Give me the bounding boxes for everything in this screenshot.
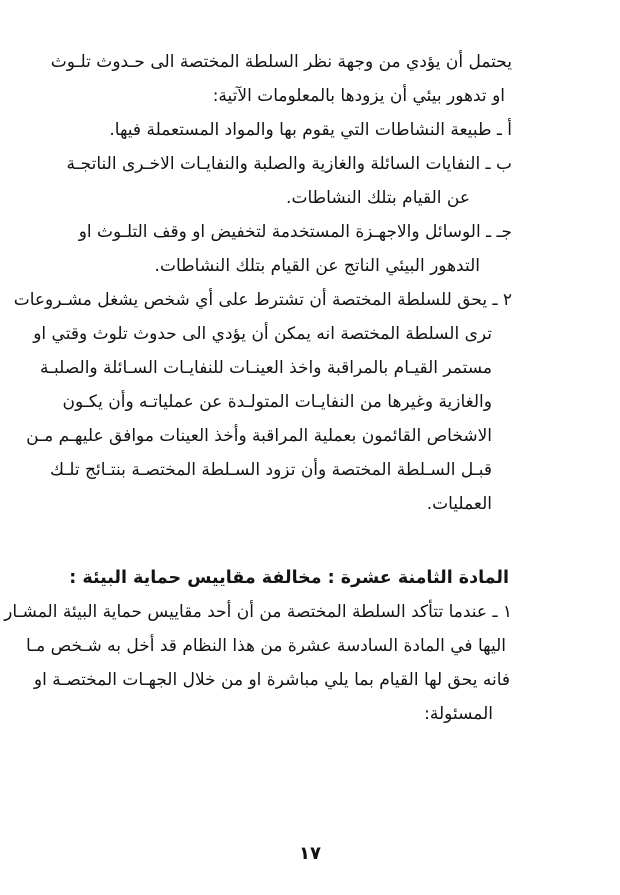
- list-item-b-line-1: ب ـ النفايات السائلة والغازية والصلبة والنفايـات الاخـرى الناتجـة: [66, 154, 512, 174]
- clause-2-line-1: ٢ ـ يحق للسلطة المختصة أن تشترط على أي شخص يشغل مشـروعات: [13, 290, 512, 310]
- list-item-b-line-2: عن القيام بتلك النشاطات.: [286, 188, 470, 208]
- clause-1-line-2: اليها في المادة السادسة عشرة من هذا النظام قد أخل به شـخص مـا: [26, 636, 506, 656]
- clause-2-line-4: والغازية وغيرها من النفايـات المتولـدة عن عملياتـه وأن يكـون: [62, 392, 492, 412]
- intro-paragraph-line-1: يحتمل أن يؤدي من وجهة نظر السلطة المختصة الى حـدوث تلـوث: [50, 52, 512, 72]
- clause-1-line-3: فانه يحق لها القيام بما يلي مباشرة او من خلال الجهـات المختصـة او: [33, 670, 510, 690]
- page-number: ١٧: [299, 843, 321, 864]
- clause-1-line-1: ١ ـ عندما تتأكد السلطة المختصة من أن أحد مقاييس حماية البيئة المشـار: [4, 602, 512, 622]
- clause-2-last-line: العمليات.: [426, 494, 492, 514]
- intro-paragraph-line-2: او تدهور بيئي أن يزودها بالمعلومات الآتية:: [212, 86, 505, 106]
- list-item-a: أ ـ طبيعة النشاطات التي يقوم بها والمواد المستعملة فيها.: [109, 120, 512, 140]
- list-item-c-line-1: جـ ـ الوسائل والاجهـزة المستخدمة لتخفيض او وقف التلـوث او: [78, 222, 512, 242]
- clause-1-last-line: المسئولة:: [424, 704, 493, 724]
- clause-2-line-6: قبـل السـلطة المختصة وأن تزود السـلطة المختصـة بنتـائج تلـك: [49, 460, 492, 480]
- article-18-heading: المادة الثامنة عشرة : مخالفة مقاييس حماية البيئة :: [69, 568, 509, 588]
- clause-2-line-2: ترى السلطة المختصة انه يمكن أن يؤدي الى حدوث تلوث وقتي او: [33, 324, 492, 344]
- clause-2-line-3: مستمر القيـام بالمراقبة واخذ العينـات للنفايـات السـائلة والصلبـة: [39, 358, 492, 378]
- clause-2-line-5: الاشخاص القائمون بعملية المراقبة وأخذ العينات موافق عليهـم مـن: [26, 426, 492, 446]
- list-item-c-line-2: التدهور البيئي الناتج عن القيام بتلك النشاطات.: [154, 256, 480, 276]
